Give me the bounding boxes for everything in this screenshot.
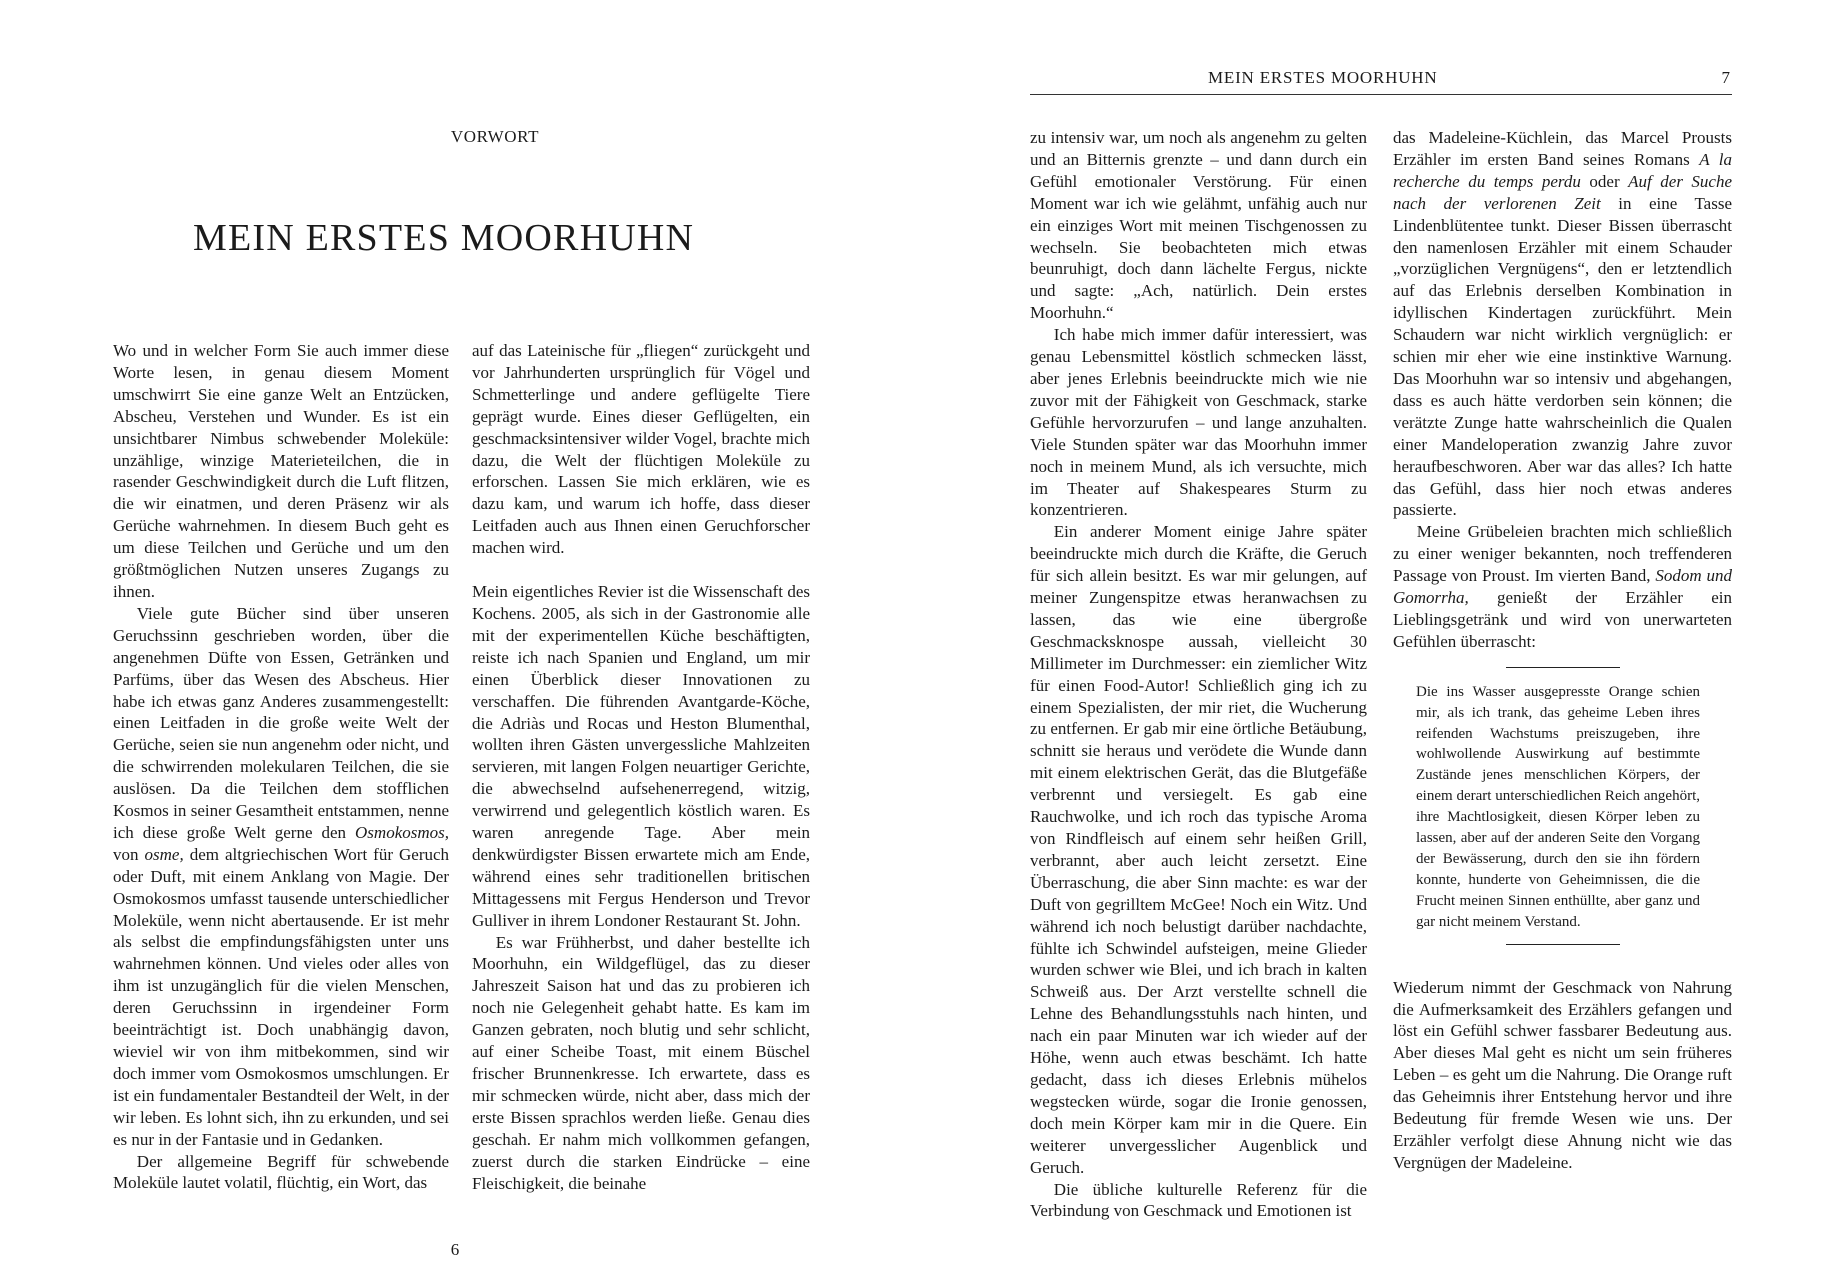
paragraph: auf das Lateinische für „fliegen“ zurückgeht und vor Jahrhunderten ursprünglich für Vögel und Schmetterlinge und andere geflügelte Tiere geprägt wurde. Eines dieser Geflügelten, ein geschmacksintensiver wilder Vogel, brachte mich dazu, die Welt der flüchtigen Moleküle zu erforschen. Lassen Sie mich erklären, wie es dazu kam, und warum ich hoffe, dass dieser Leitfaden auch aus Ihnen einen Geruchforscher machen wird. — [472, 341, 810, 558]
paragraph: Es war Frühherbst, und daher bestellte ich Moorhuhn, ein Wildgeflügel, das zu dieser Jahreszeit Saison hat und das zu probieren ich noch nie Gelegenheit gehabt hatte. Es kam im Ganzen gebraten, noch blutig und sehr schlicht, auf einer Scheibe Toast, mit einem Büschel frischer Brunnenkresse. Ich erwartete, dass es mir schmecken würde, nicht aber, dass mich der erste Bissen sprachlos werden ließe. Genau dies geschah. Er nahm mich vollkommen gefangen, zuerst durch die starken Eindrücke – eine Fleischigkeit, die beinahe — [472, 932, 810, 1193]
quote-rule-bottom — [1506, 944, 1620, 945]
page-number: 6 — [450, 1240, 460, 1259]
paragraph-text: in eine Tasse Lindenblütentee tunkt. Dieser Bissen überrascht den namenlosen Erzähler mit einem Schauder „vorzüglichen Vergnügens“, den er letztendlich auf das Erlebnis derselben Kombination in idyllischen Kindertagen zurückführt. Mein Schaudern war nicht wirklich vergnüglich: er schien mir eher wie eine instinktive Warnung. Das Moorhuhn war so intensiv und abgehangen, dass es auch hätte verdorben sein können; die verätzte Zunge hatte wahrscheinlich die Qualen einer Mandeloperation zwanzig Jahre zuvor heraufbeschworen. Aber war das alles? Ich hatte das Gefühl, dass hier noch etwas anderes passierte. — [1393, 193, 1732, 520]
chapter-title: MEIN ERSTES MOORHUHN — [193, 217, 695, 259]
paragraph-text: oder — [1589, 171, 1620, 191]
emphasis-text: Sodom und Gomorrha, — [1393, 566, 1733, 608]
emphasis-text: A la recherche du temps perdu — [1393, 149, 1732, 191]
paragraph: Ein anderer Moment einige Jahre später beeindruckte mich durch die Kräfte, die Geruch für sich allein besitzt. Es war mir gelungen, auf meiner Zungenspitze etwas heranwachsen zu lassen, das wie eine übergroße Geschmacksknospe aussah, vielleicht 30 Millimeter im Durchmesser: ein ziemlicher Witz für einen Food-Autor! Schließlich ging ich zu einem Spezialisten, der mir riet, die Wucherung zu entfernen. Er gab mir eine örtliche Betäubung, schnitt sie heraus und verödete die Wunde dann mit einem elektrischen Gerät, das die Blutgefäße verbrennt und versiegelt. Es gab eine Rauchwolke, und ich roch das typische Aroma von Rindfleisch auf einem sehr heißen Grill, verbrannt, aber auch leicht zersetzt. Eine Überraschung, die aber Sinn machte: es war der Duft von gegrilltem McGee! Noch ein Witz. Und während ich noch belustigt darüber nachdachte, fühlte ich Schwindel aufsteigen, meine Glieder wurden schwer wie Blei, und ich brach in kalten Schweiß aus. Der Arzt verstellte schnell die Lehne des Behandlungsstuhls nach hinten, und nach ein paar Minuten war ich wieder auf der Höhe, wenn auch etwas beschämt. Ich hatte gedacht, dass ich dieses Erlebnis mühelos wegstecken würde, sogar die Ironie genossen, doch mein Körper kam mir in die Quere. Ein weiterer unvergesslicher Augenblick und Geruch. — [1030, 522, 1367, 1177]
paragraph-gap — [472, 559, 810, 581]
emphasis-text: Auf der Suche nach der verlorenen Zeit — [1393, 171, 1733, 213]
paragraph-text: dem altgriechischen Wort für Geruch oder Duft, mit einem Anklang von Magie. Der Osmokosmos umfasst tausende unterschiedlicher Moleküle, wenn nicht abertausende. Er ist mehr als selbst die empfindungsfähigsten unter uns wahrnehmen können. Und vieles oder alles von ihm ist unzugänglich für die vielen Menschen, deren Geruchssinn in irgendeiner Form beeinträchtigt ist. Doch unabhängig davon, wieviel wir von ihm mitbekommen, sind wir doch immer vom Osmokosmos umschlungen. Er ist ein fundamentaler Bestandteil der Welt, in der wir leben. Es lohnt sich, ihn zu erkunden, und sei es nur in der Fantasie und in Gedanken. — [113, 844, 450, 1149]
quote-text: Die ins Wasser ausgepresste Orange schien mir, als ich trank, das geheime Leben ihres reifenden Wachstums preiszugeben, ihre wohlwollende Auswirkung auf bestimmte Zustände jenes menschlichen Körpers, der einem derart unterschiedlichen Reich angehört, ihre Machtlosigkeit, diesen Körper leben zu lassen, aber auf der anderen Seite den Vorgang der Bewässerung, durch den sie ihn fördern konnte, hunderte von Geheimnissen, die die Frucht meinen Sinnen enthüllte, aber ganz und gar nicht meinem Verstand. — [1416, 683, 1700, 930]
paragraph: Wiederum nimmt der Geschmack von Nahrung die Aufmerksamkeit des Erzählers gefangen und löst ein Gefühl schwer fassbarer Bedeutung aus. Aber dieses Mal geht es nicht um sein früheres Leben – es geht um die Nahrung. Die Orange ruft das Geheimnis ihrer Entstehung hervor und ihre Bedeutung für fremde Wesen wie uns. Der Erzähler verfolgt diese Ahnung nicht wie das Vergnügen der Madeleine. — [1393, 977, 1732, 1172]
paragraph: Wo und in welcher Form Sie auch immer diese Worte lesen, in genau diesem Moment umschwirrt Sie eine ganze Welt an Entzücken, Abscheu, Verstehen und Wunder. Es ist ein unsichtbarer Nimbus schwebender Moleküle: unzählige, winzige Materieteilchen, die in rasender Geschwindigkeit durch die Luft flitzen, die wir einatmen, und deren Präsenz wir als Gerüche wahrnehmen. In diesem Buch geht es um diese Teilchen und Gerüche und um den größtmöglichen Nutzen unseres Zugangs zu ihnen. — [113, 341, 449, 601]
paragraph — [113, 603, 449, 1151]
quote-body — [1393, 668, 1732, 944]
paragraph: Ich habe mich immer dafür interessiert, was genau Lebensmittel köstlich schmecken lässt, aber jenes Erlebnis beeindruckte mich wie nie zuvor mit der Fähigkeit von Geschmack, starke Gefühle hervorzurufen – und lange anzuhalten. Viele Stunden später war das Moorhuhn immer noch in meinem Mund, als ich versuchte, mich im Theater auf Shakespeares Sturm zu konzentrieren. — [1030, 325, 1367, 520]
emphasis-text: osme, — [144, 844, 184, 864]
paragraph-gap — [1393, 955, 1732, 977]
section-label: VORWORT — [450, 127, 540, 146]
paragraph-text: Meine Grübeleien brachten mich schließlich zu einer weniger bekannten, noch treffenderen Passage von Proust. Im vierten Band, — [1393, 522, 1732, 586]
paragraph — [1393, 521, 1732, 652]
paragraph: Mein eigentliches Revier ist die Wissenschaft des Kochens. 2005, als sich in der Gastronomie alle mit der experimentellen Küche beschäftigten, reiste ich nach Spanien und England, um mir einen Überblick dieser Innovationen zu verschaffen. Die führenden Avantgarde-Köche, die Adriàs und Rocas und Heston Blumenthal, wollten ihren Gästen unvergessliche Mahlzeiten servieren, mit langen Folgen neuartiger Gerichte, die abwechselnd aufsehenerregend, witzig, verwirrend und gelegentlich köstlich waren. Es waren anregende Tage. Aber mein denkwürdigster Bissen erwartete mich am Ende, während eines sehr traditionellen britischen Mittagessens mit Fergus Henderson und Trevor Gulliver in ihrem Londoner Restaurant St. John. — [472, 582, 810, 930]
paragraph: Die übliche kulturelle Referenz für die Verbindung von Geschmack und Emotionen ist — [1030, 1179, 1367, 1221]
emphasis-text: Osmokosmos, — [355, 822, 450, 842]
right-page-column-2 — [1393, 127, 1732, 1174]
paragraph-text: von — [113, 844, 139, 864]
paragraph: zu intensiv war, um noch als angenehm zu gelten und an Bitternis grenzte – und dann durch ein Gefühl emotionaler Verstörung. Für einen Moment war ich wie gelähmt, unfähig auch nur ein einziges Wort mit meinen Tischgenossen zu wechseln. Sie beobachteten mich etwas beunruhigt, doch dann lächelte Fergus, nickte und sagte: „Ach, natürlich. Dein erstes Moorhuhn.“ — [1030, 128, 1367, 323]
paragraph-text: das Madeleine-Küchlein, das Marcel Prousts Erzähler im ersten Band seines Romans — [1393, 128, 1732, 169]
left-page-column-1 — [113, 340, 449, 1194]
paragraph-text: Viele gute Bücher sind über unseren Geruchssinn geschrieben worden, über die angenehmen Düfte von Essen, Getränken und Parfüms, über das Wesen des Abscheus. Hier habe ich etwas ganz Anderes zusammengestellt: einen Leitfaden in die große weite Welt der Gerüche, seien sie nun angenehm oder nicht, und die schwirrenden molekularen Teilchen, die sie auslösen. Da die Teilchen dem stofflichen Kosmos in seiner Gesamtheit entstammen, nenne ich diese große Welt gerne den — [113, 603, 449, 842]
running-head-title: MEIN ERSTES MOORHUHN — [1208, 68, 1438, 87]
left-page-column-2 — [472, 340, 810, 1194]
paragraph-text: genießt der Erzähler ein Lieblingsgetränk und wird von unerwarteten Gefühlen überrascht: — [1393, 588, 1732, 651]
block-quote — [1393, 667, 1732, 945]
paragraph — [1393, 127, 1732, 521]
running-head — [1030, 66, 1732, 95]
right-page — [915, 0, 1830, 1280]
paragraph: Der allgemeine Begriff für schwebende Moleküle lautet volatil, flüchtig, ein Wort, das — [113, 1151, 449, 1193]
right-page-column-1 — [1030, 127, 1367, 1222]
page-number: 7 — [1721, 68, 1730, 87]
